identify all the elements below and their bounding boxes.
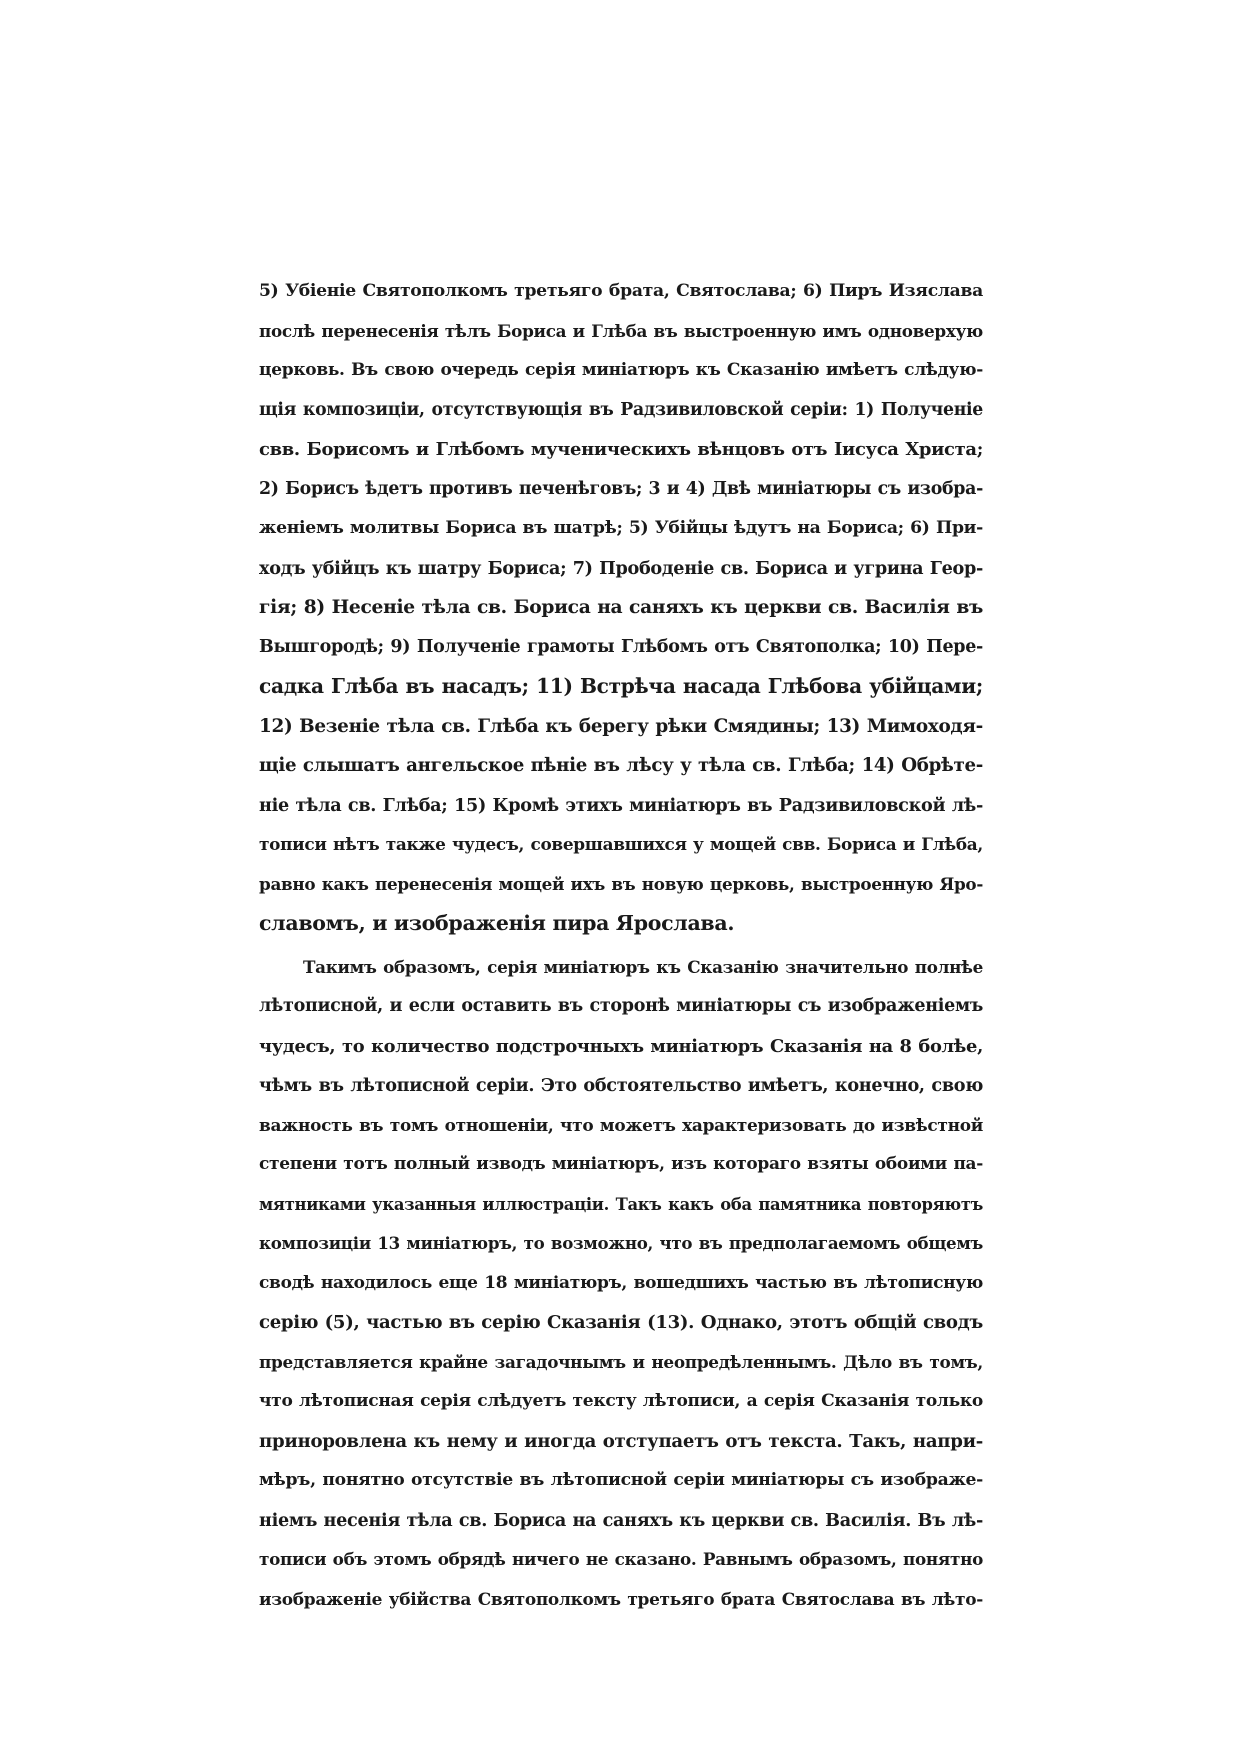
text-line: славомъ, и изображенія пира Ярослава. xyxy=(259,911,735,935)
text-line: лѣтописной, и если оставить въ сторонѣ миніатюры съ изображеніемъ xyxy=(259,996,983,1016)
paragraph-1 xyxy=(259,272,983,944)
text-line: сводѣ находилось еще 18 миніатюръ, вошедшихъ частью въ лѣтописную xyxy=(259,1272,983,1293)
text-line: щія композиціи, отсутствующія въ Радзивиловской серіи: 1) Полученіе xyxy=(259,399,983,420)
text-line: ніемъ несенія тѣла св. Бориса на саняхъ къ церкви св. Василія. Въ лѣ- xyxy=(259,1509,983,1531)
text-line: мѣръ, понятно отсутствіе въ лѣтописной серіи миніатюры съ изображе- xyxy=(259,1470,983,1490)
text-line: 12) Везеніе тѣла св. Глѣба къ берегу рѣки Смядины; 13) Мимоходя- xyxy=(259,715,983,737)
text-line: тописи объ этомъ обрядѣ ничего не сказано. Равнымъ образомъ, понятно xyxy=(259,1549,983,1569)
text-line: тописи нѣтъ также чудесъ, совершавшихся у мощей свв. Бориса и Глѣба, xyxy=(259,834,983,854)
text-line: женіемъ молитвы Бориса въ шатрѣ; 5) Убійцы ѣдутъ на Бориса; 6) При- xyxy=(259,518,983,538)
text-line: изображеніе убійства Святополкомъ третьяго брата Святослава въ лѣто- xyxy=(259,1588,983,1609)
text-line: что лѣтописная серія слѣдуетъ тексту лѣтописи, а серія Сказанія только xyxy=(259,1391,983,1411)
text-line: ніе тѣла св. Глѣба; 15) Кромѣ этихъ миніатюръ въ Радзивиловской лѣ- xyxy=(259,794,983,816)
text-line: приноровлена къ нему и иногда отступаетъ отъ текста. Такъ, напри- xyxy=(259,1430,983,1452)
paragraph-2 xyxy=(259,948,983,1620)
text-line: гія; 8) Несеніе тѣла св. Бориса на саняхъ къ церкви св. Василія въ xyxy=(259,596,983,618)
text-line: послѣ перенесенія тѣлъ Бориса и Глѣба въ выстроенную имъ одноверхую xyxy=(259,320,983,341)
text-line: щіе слышатъ ангельское пѣніе въ лѣсу у тѣла св. Глѣба; 14) Обрѣте- xyxy=(259,755,983,776)
text-line: серію (5), частью въ серію Сказанія (13). Однако, этотъ общій сводъ xyxy=(259,1312,983,1333)
text-line: ходъ убійцъ къ шатру Бориса; 7) Прободеніе св. Бориса и угрина Геор- xyxy=(259,557,983,579)
text-line: равно какъ перенесенія мощей ихъ въ новую церковь, выстроенную Яро- xyxy=(259,873,983,894)
text-line: чудесъ, то количество подстрочныхъ миніатюръ Сказанія на 8 болѣе, xyxy=(259,1035,983,1057)
text-line: композиціи 13 миніатюръ, то возможно, что въ предполагаемомъ общемъ xyxy=(259,1233,983,1253)
text-line: свв. Борисомъ и Глѣбомъ мученическихъ вѣнцовъ отъ Іисуса Христа; xyxy=(259,439,983,460)
text-line: важность въ томъ отношеніи, что можетъ характеризовать до извѣстной xyxy=(259,1114,983,1135)
text-line: Вышгородѣ; 9) Полученіе грамоты Глѣбомъ отъ Святополка; 10) Пере- xyxy=(259,636,983,657)
text-line: садка Глѣба въ насадъ; 11) Встрѣча насада Глѣбова убійцами; xyxy=(259,674,983,698)
text-line: представляется крайне загадочнымъ и неопредѣленнымъ. Дѣло въ томъ, xyxy=(259,1351,983,1372)
text-line: Такимъ образомъ, серія миніатюръ къ Сказанію значительно полнѣе xyxy=(303,956,983,977)
text-line: 5) Убіеніе Святополкомъ третьяго брата, Святослава; 6) Пиръ Изяслава xyxy=(259,281,983,301)
text-line: чѣмъ въ лѣтописной серіи. Это обстоятельство имѣетъ, конечно, свою xyxy=(259,1075,983,1096)
text-line: степени тотъ полный изводъ миніатюръ, изъ котораго взяты обоими па- xyxy=(259,1154,983,1174)
body-text xyxy=(259,272,983,1619)
text-line: церковь. Въ свою очередь серія миніатюръ къ Сказанію имѣетъ слѣдую- xyxy=(259,360,983,380)
text-line: 2) Борисъ ѣдетъ противъ печенѣговъ; 3 и 4) Двѣ миніатюры съ изобра- xyxy=(259,478,983,499)
text-line: мятниками указанныя иллюстраціи. Такъ какъ оба памятника повторяютъ xyxy=(259,1194,983,1214)
